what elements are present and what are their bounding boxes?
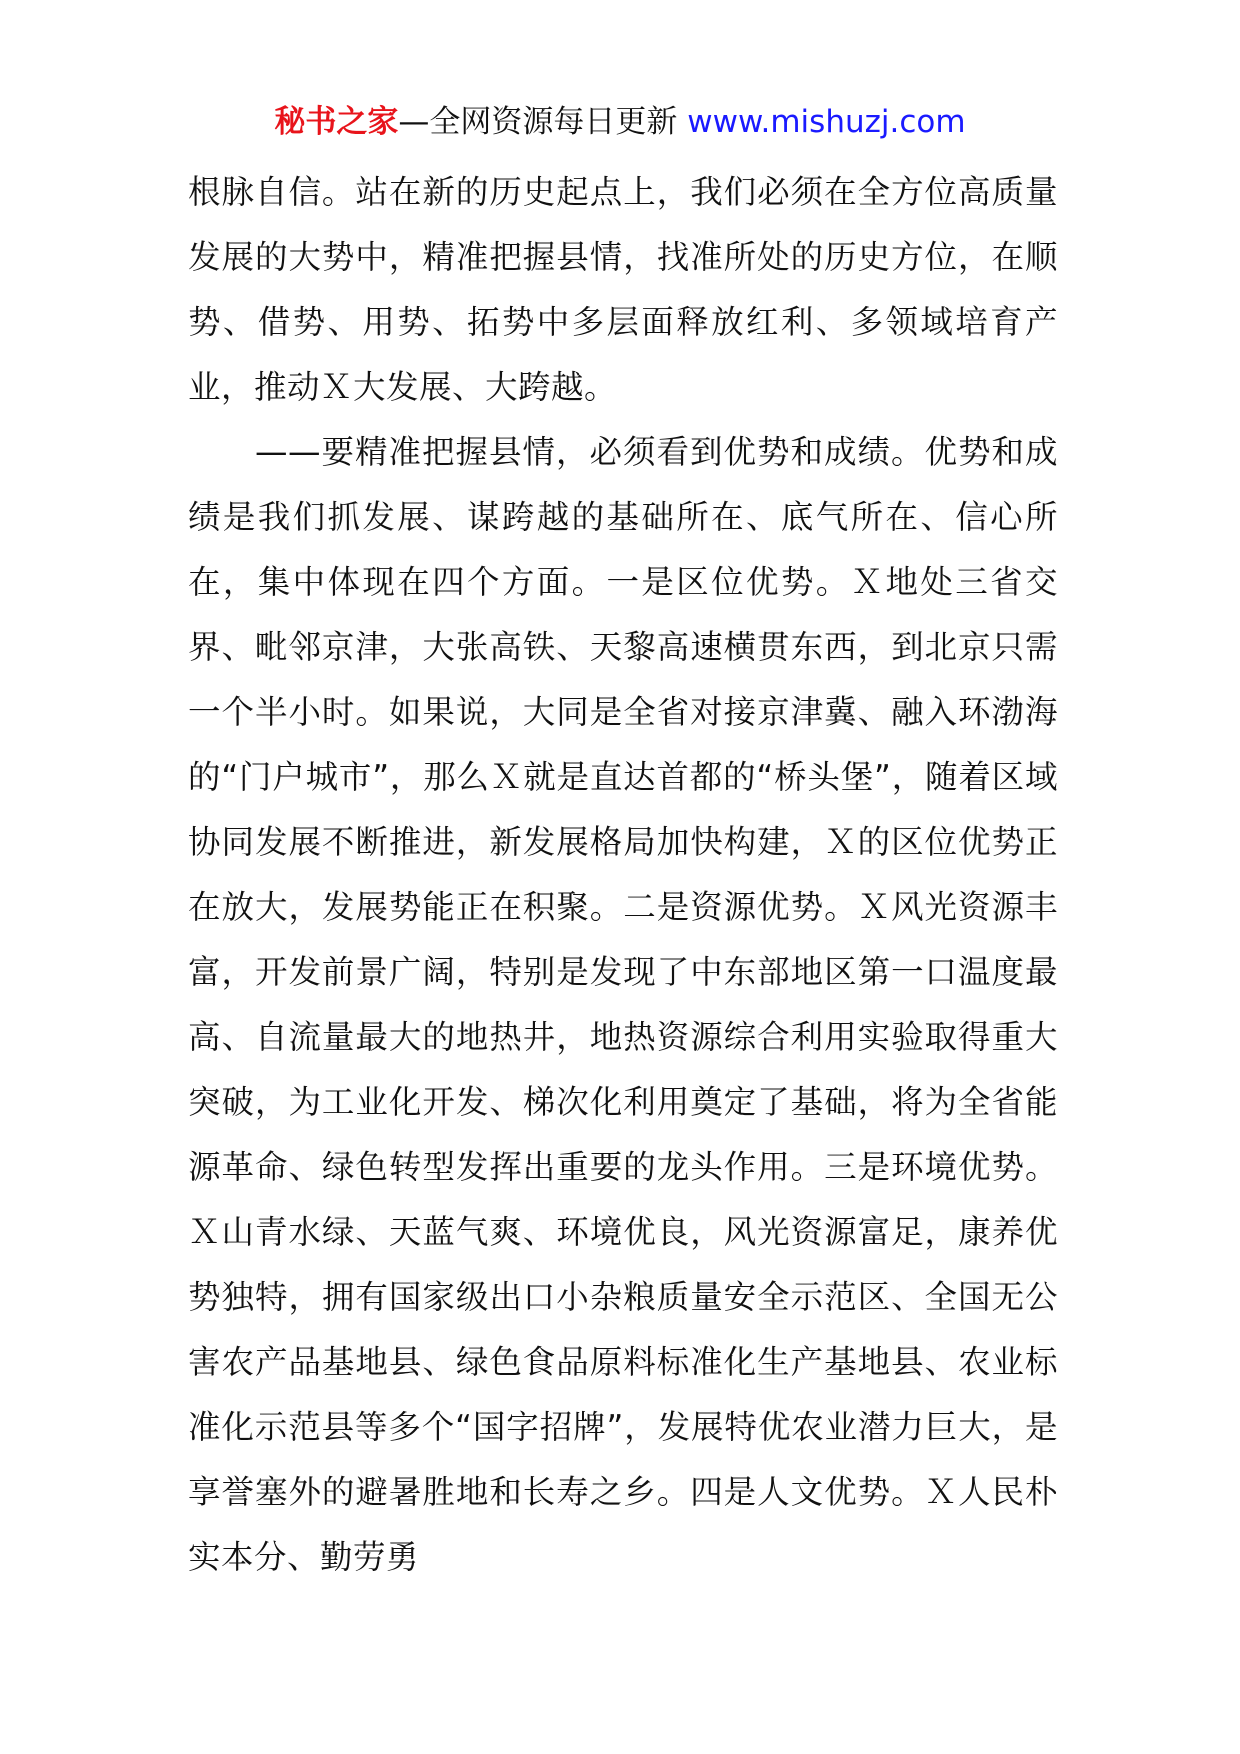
page-header	[0, 100, 1240, 144]
paragraph-2: ——要精准把握县情，必须看到优势和成绩。优势和成绩是我们抓发展、谋跨越的基础所在、底气所在、信心所在，集中体现在四个方面。一是区位优势。Ｘ地处三省交界、毗邻京津，大张高铁、天黎高速横贯东西，到北京只需一个半小时。如果说，大同是全省对接京津冀、融入环渤海的“门户城市”，那么Ｘ就是直达首都的“桥头堡”，随着区域协同发展不断推进，新发展格局加快构建，Ｘ的区位优势正在放大，发展势能正在积聚。二是资源优势。Ｘ风光资源丰富，开发前景广阔，特别是发现了中东部地区第一口温度最高、自流量最大的地热井，地热资源综合利用实验取得重大突破，为工业化开发、梯次化利用奠定了基础，将为全省能源革命、绿色转型发挥出重要的龙头作用。三是环境优势。Ｘ山青水绿、天蓝气爽、环境优良，风光资源富足，康养优势独特，拥有国家级出口小杂粮质量安全示范区、全国无公害农产品基地县、绿色食品原料标准化生产基地县、农业标准化示范县等多个“国字招牌”，发展特优农业潜力巨大，是享誉塞外的避暑胜地和长寿之乡。四是人文优势。Ｘ人民朴实本分、勤劳勇	[188, 433, 1058, 1576]
paragraph-1: 根脉自信。站在新的历史起点上，我们必须在全方位高质量发展的大势中，精准把握县情，找准所处的历史方位，在顺势、借势、用势、拓势中多层面释放红利、多领域培育产业，推动Ｘ大发展、大跨越。	[188, 173, 1058, 406]
header-url-link[interactable]: www.mishuzj.com	[687, 104, 966, 140]
header-brand: 秘书之家	[274, 104, 399, 140]
document-body	[188, 160, 1058, 1590]
header-slogan: —全网资源每日更新	[398, 104, 688, 140]
